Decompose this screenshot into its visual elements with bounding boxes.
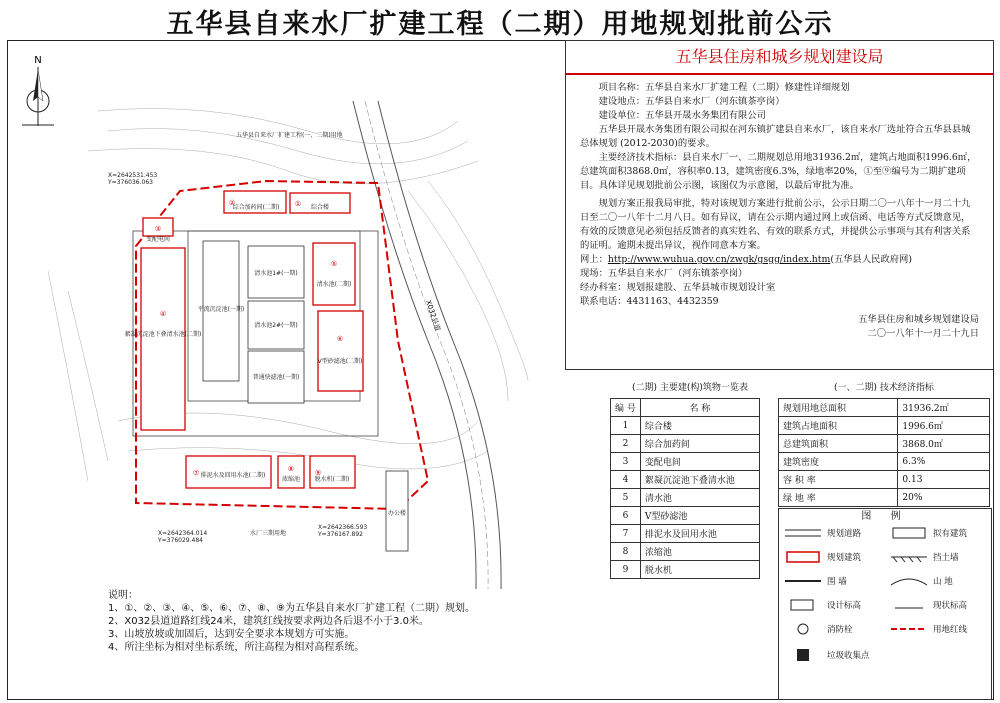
svg-text:⑦: ⑦: [192, 469, 200, 477]
table-row: [611, 543, 760, 561]
svg-text:①: ①: [294, 200, 302, 208]
current-elevation-icon: [891, 599, 927, 611]
indicator-value: 3868.0㎡: [898, 435, 990, 453]
indicator-value: 20%: [898, 489, 990, 507]
svg-text:⑥: ⑥: [336, 335, 344, 343]
svg-text:水厂三期用地: 水厂三期用地: [249, 530, 287, 537]
notes-line-4: 4、所注坐标为相对坐标系统，所注高程为相对高程系统。: [108, 642, 365, 653]
hill-icon: [891, 575, 927, 587]
planned-road-icon: [785, 527, 821, 539]
fire-hydrant-icon: [785, 623, 821, 635]
legend: [778, 508, 992, 700]
legend-item-garbage: 垃圾收集点: [785, 649, 870, 661]
indicator-value: 31936.2㎡: [898, 399, 990, 417]
design-elevation-icon: [785, 599, 821, 611]
table-row: [779, 417, 990, 435]
sign-date: 二〇一八年十一月二十九日: [867, 328, 979, 339]
table-row: [779, 453, 990, 471]
building-name: 清水池: [640, 489, 759, 507]
site-plan-map: [8, 41, 564, 589]
svg-text:④: ④: [159, 310, 167, 318]
notes-line-2: 2、X032县道道路红线24米，建筑红线按要求两边各后退不小于3.0米。: [108, 616, 429, 627]
svg-text:②: ②: [228, 199, 236, 207]
table-row: [779, 399, 990, 417]
svg-text:Y=376029.484: Y=376029.484: [158, 537, 203, 544]
indicator-value: 0.13: [898, 471, 990, 489]
svg-text:X032县道: X032县道: [424, 299, 442, 333]
svg-text:变配电间: 变配电间: [145, 236, 171, 243]
building-name: 浓缩池: [640, 543, 759, 561]
web-link[interactable]: http://www.wuhua.gov.cn/zwgk/gsgg/index.htm: [607, 254, 831, 265]
svg-text:X=2642531.453: X=2642531.453: [108, 172, 158, 179]
notice-para-2: 主要经济技术指标：县自来水厂一、二期规划总用地31936.2㎡，建筑占地面积1996.6㎡，总建筑面积3868.0㎡，容积率0.13，建筑密度6.3%，绿地率20%，①至⑨编号为二期扩建项目。具体详见规划批前公示图，该图仅为示意图，以最后审批为准。: [580, 152, 977, 191]
svg-text:Y=376036.063: Y=376036.063: [108, 179, 153, 186]
notes-line-3: 3、山坡放坡或加固后，达到安全要求本规划方可实施。: [108, 629, 355, 640]
indicator-value: 1996.6㎡: [898, 417, 990, 435]
svg-text:V型砂滤池(二期): V型砂滤池(二期): [317, 358, 363, 365]
phone-line: 联系电话：4431163、4432359: [580, 296, 719, 307]
svg-text:综合楼: 综合楼: [310, 204, 330, 211]
svg-text:普通快滤池(一期): 普通快滤池(一期): [252, 374, 300, 381]
sign-org: 五华县住房和城乡规划建设局: [858, 314, 979, 325]
buildings-table: [610, 398, 760, 579]
svg-text:清水池(二期): 清水池(二期): [316, 281, 352, 288]
indicator-name: 总建筑面积: [779, 435, 898, 453]
svg-text:N: N: [34, 55, 42, 66]
legend-item-hill: 山 地: [891, 575, 953, 587]
indicator-name: 建筑密度: [779, 453, 898, 471]
svg-text:脱水机(二期): 脱水机(二期): [314, 476, 350, 483]
building-no: 8: [611, 543, 641, 561]
project-location: 建设地点：五华县自来水厂（河东镇茶亭岗）: [598, 96, 785, 107]
legend-item-road: 规划道路: [785, 527, 861, 539]
building-no: 2: [611, 435, 641, 453]
building-name: V型砂滤池: [640, 507, 759, 525]
building-name: 综合楼: [640, 417, 759, 435]
svg-text:浓缩池: 浓缩池: [281, 476, 301, 483]
legend-item-existing: 拟有建筑: [891, 527, 967, 539]
legend-item-design-elev: 设计标高: [785, 599, 861, 611]
indicator-name: 容 积 率: [779, 471, 898, 489]
building-no: 4: [611, 471, 641, 489]
project-unit: 建设单位：五华县开晟水务集团有限公司: [598, 110, 766, 121]
table-row: [779, 489, 990, 507]
table-row: [611, 489, 760, 507]
legend-item-retaining: 挡土墙: [891, 551, 959, 563]
building-no: 1: [611, 417, 641, 435]
notice-para-3: 规划方案正报我局审批，特对该规划方案进行批前公示，公示日期二〇一八年十一月二十九日至二〇一八年十二月八日。如有异议，请在公示期内通过网上或信函、电话等方式反馈意见，有效的反馈意见必须包括反馈者的真实姓名、有效的联系方式，并提供公示事项与其有利害关系的证明。逾期未提出异议，视作同意本方案。: [580, 198, 971, 251]
notice-panel: [565, 40, 994, 370]
table-row: [611, 471, 760, 489]
building-name: 排泥水及回用水池: [640, 525, 759, 543]
svg-text:⑨: ⑨: [314, 469, 322, 477]
svg-text:絮凝沉淀池下叠清水池(二期): 絮凝沉淀池下叠清水池(二期): [124, 331, 202, 338]
legend-item-planned: 规划建筑: [785, 551, 861, 563]
table-row: [611, 561, 760, 579]
existing-building-icon: [891, 527, 927, 539]
notice-agency: 五华县住房和城乡规划建设局: [566, 41, 993, 75]
north-arrow-icon: [22, 55, 54, 126]
svg-text:⑤: ⑤: [330, 260, 338, 268]
retaining-wall-icon: [891, 551, 927, 563]
table-row: [611, 525, 760, 543]
building-no: 6: [611, 507, 641, 525]
econ-table: [778, 398, 990, 507]
legend-item-current-elev: 现状标高: [891, 599, 967, 611]
indicator-value: 6.3%: [898, 453, 990, 471]
buildings-header-name: 名 称: [640, 399, 759, 417]
table-row: [779, 435, 990, 453]
building-no: 7: [611, 525, 641, 543]
garbage-point-icon: [785, 649, 821, 661]
legend-item-wall: 围 墙: [785, 575, 847, 587]
legend-item-redline: 用地红线: [891, 623, 967, 635]
page-title: 五华县自来水厂扩建工程（二期）用地规划批前公示: [166, 9, 834, 40]
indicator-name: 建筑占地面积: [779, 417, 898, 435]
site-line: 现场：五华县自来水厂（河东镇茶亭岗）: [580, 268, 748, 279]
wall-icon: [785, 575, 821, 587]
redline-icon: [891, 623, 927, 635]
svg-text:X=2642366.593: X=2642366.593: [318, 524, 368, 531]
buildings-table-title: (二期) 主要建(构)筑物一览表: [632, 383, 748, 393]
table-row: [611, 453, 760, 471]
legend-title: 图 例: [861, 511, 909, 522]
notice-para-1: 五华县开晟水务集团有限公司拟在河东镇扩建县自来水厂，该自来水厂选址符合五华县县城总体规划 (2012-2030)的要求。: [580, 124, 971, 149]
table-row: [779, 471, 990, 489]
building-no: 9: [611, 561, 641, 579]
svg-text:⑧: ⑧: [287, 465, 295, 473]
table-row: [611, 417, 760, 435]
econ-table-title: (一、二期) 技术经济指标: [834, 383, 934, 393]
building-name: 脱水机: [640, 561, 759, 579]
project-name: 项目名称：五华县自来水厂扩建工程（二期）修建性详细规划: [598, 82, 850, 93]
planned-building-icon: [785, 551, 821, 563]
svg-text:办公楼: 办公楼: [387, 510, 407, 517]
table-row: [611, 507, 760, 525]
building-no: 5: [611, 489, 641, 507]
building-no: 3: [611, 453, 641, 471]
svg-text:③: ③: [154, 225, 162, 233]
svg-text:X=2642364.014: X=2642364.014: [158, 530, 208, 537]
notes-line-1: 1、①、②、③、④、⑤、⑥、⑦、⑧、⑨为五华县自来水厂扩建工程（二期）规划。: [108, 603, 476, 614]
svg-text:排泥水及回用水池(二期): 排泥水及回用水池(二期): [200, 472, 266, 479]
legend-item-hydrant: 消防栓: [785, 623, 853, 635]
svg-text:五华县自来水厂扩建工程(一、二期)用地: 五华县自来水厂扩建工程(一、二期)用地: [236, 132, 343, 139]
agency-contact-line: 经办科室：规划报建股、五华县城市规划设计室: [580, 282, 776, 293]
building-name: 变配电间: [640, 453, 759, 471]
svg-text:Y=376167.892: Y=376167.892: [318, 531, 363, 538]
notes: [108, 589, 475, 654]
indicator-name: 规划用地总面积: [779, 399, 898, 417]
road-x032: [353, 101, 501, 589]
building-name: 综合加药间: [640, 435, 759, 453]
indicator-name: 绿 地 率: [779, 489, 898, 507]
web-line: 网上：http://www.wuhua.gov.cn/zwgk/gsgg/index.htm(五华县人民政府网): [580, 254, 912, 265]
buildings-header-no: 编 号: [611, 399, 641, 417]
notes-title: 说明：: [108, 590, 138, 601]
svg-text:清水池2#(一期): 清水池2#(一期): [254, 322, 298, 329]
svg-text:清水池1#(一期): 清水池1#(一期): [254, 270, 298, 277]
svg-text:综合加药间(二期): 综合加药间(二期): [232, 204, 280, 211]
svg-text:平流沉淀池(一期): 平流沉淀池(一期): [197, 306, 245, 313]
table-row: [611, 435, 760, 453]
building-name: 絮凝沉淀池下叠清水池: [640, 471, 759, 489]
